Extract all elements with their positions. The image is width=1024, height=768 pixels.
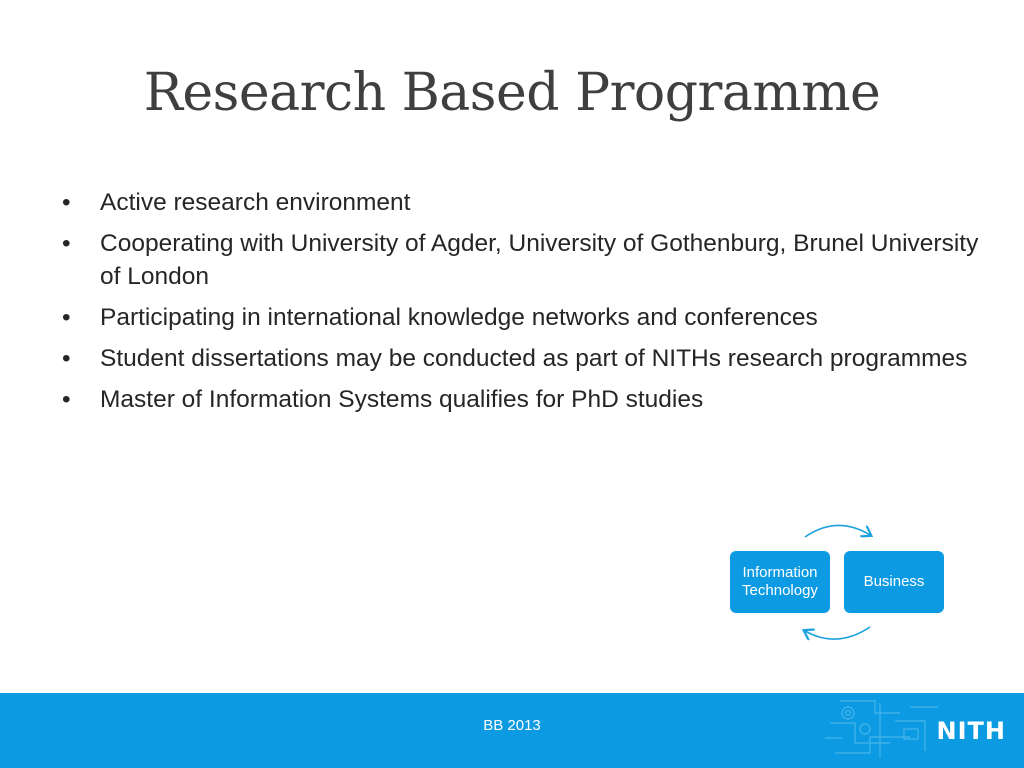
bullet-list — [60, 186, 980, 424]
bullet-dot: • — [62, 345, 71, 372]
bullet-dot: • — [62, 304, 71, 331]
slide-title: Research Based Programme — [143, 63, 881, 123]
bullet-item — [60, 227, 980, 293]
bullet-text: Student dissertations may be conducted as part of NITHs research programmes — [100, 345, 968, 372]
footer-text: BB 2013 — [483, 717, 541, 734]
arrow-bottom — [805, 627, 870, 639]
cycle-diagram — [725, 515, 950, 650]
bullet-text: Master of Information Systems qualifies for PhD studies — [100, 386, 704, 413]
bullet-text: Cooperating with University of Agder, University of Gothenburg, Brunel University of London — [100, 230, 979, 290]
information-technology-box: Information Technology — [730, 551, 830, 613]
bullet-text: Participating in international knowledge networks and conferences — [100, 304, 818, 331]
nith-logo: NITH — [936, 717, 1006, 745]
footer-bar — [0, 693, 1024, 768]
bullet-text: Active research environment — [100, 189, 411, 216]
bullet-dot: • — [62, 386, 71, 413]
bullet-item — [60, 383, 980, 416]
bullet-item — [60, 301, 980, 334]
business-box: Business — [844, 551, 944, 613]
bullet-item — [60, 186, 980, 219]
bullet-item — [60, 342, 980, 375]
arrow-top — [805, 525, 870, 537]
bullet-dot: • — [62, 230, 71, 257]
bullet-dot: • — [62, 189, 71, 216]
